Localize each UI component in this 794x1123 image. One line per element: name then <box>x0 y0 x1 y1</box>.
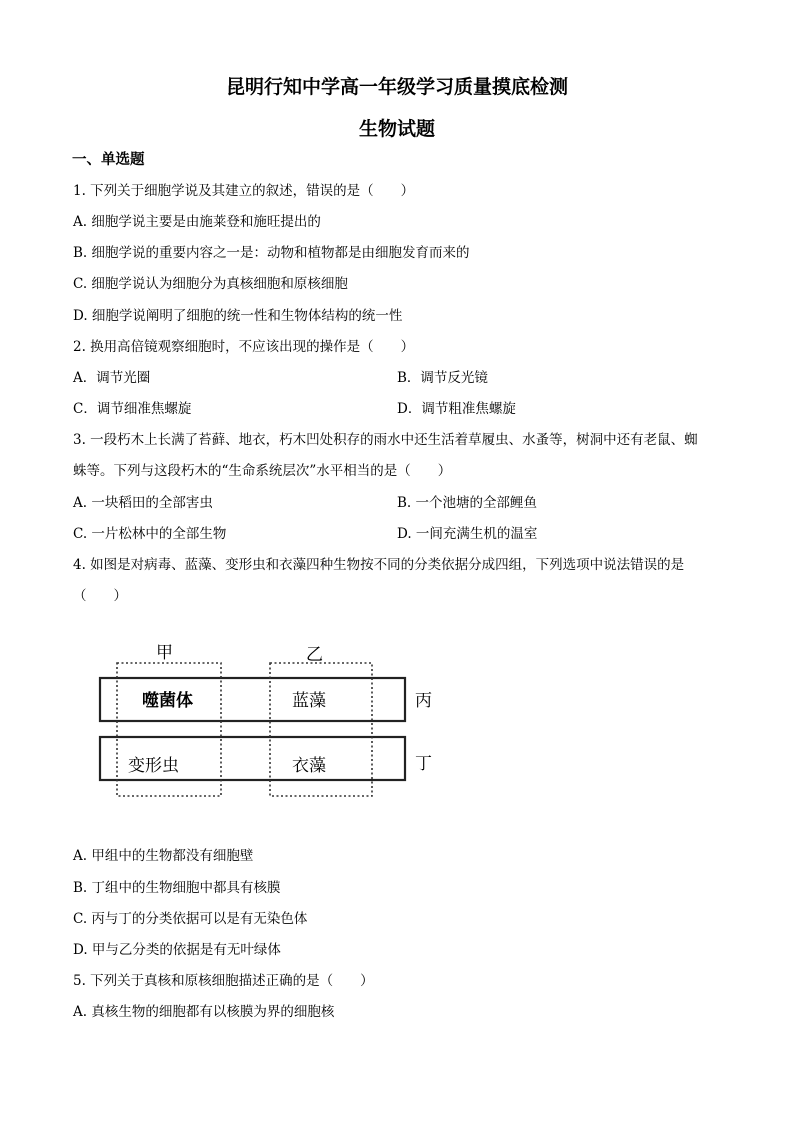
question-4-option-c: C. 丙与丁的分类依据可以是有无染色体 <box>73 911 308 927</box>
label-ding: 丁 <box>415 754 432 774</box>
question-4-stem-line2: （ ） <box>73 588 127 604</box>
question-3-stem-line1: 3. 一段朽木上长满了苔藓、地衣，朽木凹处积存的雨水中还生活着草履虫、水蚤等，树洞中还有老鼠、蜘 <box>73 432 698 448</box>
cell-cyanobacteria: 蓝藻 <box>292 691 326 711</box>
question-1-option-a: A. 细胞学说主要是由施莱登和施旺提出的 <box>73 214 321 230</box>
question-4-stem-line1: 4. 如图是对病毒、蓝藻、变形虫和衣藻四种生物按不同的分类依据分成四组，下列选项中说法错误的是 <box>73 557 685 573</box>
label-bing: 丙 <box>415 691 432 711</box>
label-yi: 乙 <box>306 645 323 665</box>
question-4-option-d: D. 甲与乙分类的依据是有无叶绿体 <box>73 942 281 958</box>
question-3-stem-line2: 蛛等。下列与这段朽木的“生命系统层次”水平相当的是（ ） <box>73 463 452 479</box>
question-5-option-a: A. 真核生物的细胞都有以核膜为界的细胞核 <box>73 1004 335 1020</box>
question-2-option-c: C．调节细准焦螺旋 <box>73 401 192 417</box>
question-4-option-b: B. 丁组中的生物细胞中都具有核膜 <box>73 880 281 896</box>
cell-chlamydomonas: 衣藻 <box>292 756 326 776</box>
exam-subtitle: 生物试题 <box>358 118 435 140</box>
label-jia: 甲 <box>156 643 173 663</box>
question-4-option-a: A. 甲组中的生物都没有细胞壁 <box>73 848 254 864</box>
question-5-stem: 5. 下列关于真核和原核细胞描述正确的是（ ） <box>73 973 374 989</box>
question-1-option-b: B. 细胞学说的重要内容之一是：动物和植物都是由细胞发育而来的 <box>73 245 470 261</box>
cell-phage: 噬菌体 <box>142 691 193 711</box>
column-yi-box <box>270 663 372 796</box>
question-1-option-d: D. 细胞学说阐明了细胞的统一性和生物体结构的统一性 <box>73 308 403 324</box>
question-1-stem: 1. 下列关于细胞学说及其建立的叙述，错误的是（ ） <box>73 183 415 199</box>
question-2-option-a: A．调节光圈 <box>73 370 151 386</box>
question-2-option-d: D．调节粗准焦螺旋 <box>397 401 516 417</box>
question-2-option-b: B．调节反光镜 <box>397 370 488 386</box>
question-3-option-b: B. 一个池塘的全部鲤鱼 <box>397 495 538 511</box>
question-1-option-c: C. 细胞学说认为细胞分为真核细胞和原核细胞 <box>73 276 348 292</box>
question-2-stem: 2. 换用高倍镜观察细胞时，不应该出现的操作是（ ） <box>73 339 415 355</box>
cell-amoeba: 变形虫 <box>128 756 179 776</box>
exam-title: 昆明行知中学高一年级学习质量摸底检测 <box>225 76 568 98</box>
question-3-option-c: C. 一片松林中的全部生物 <box>73 526 227 542</box>
question-3-option-a: A. 一块稻田的全部害虫 <box>73 495 213 511</box>
classification-diagram <box>90 638 450 808</box>
column-jia-box <box>117 663 221 796</box>
section-heading: 一、单选题 <box>72 151 145 168</box>
question-3-option-d: D. 一间充满生机的温室 <box>397 526 538 542</box>
